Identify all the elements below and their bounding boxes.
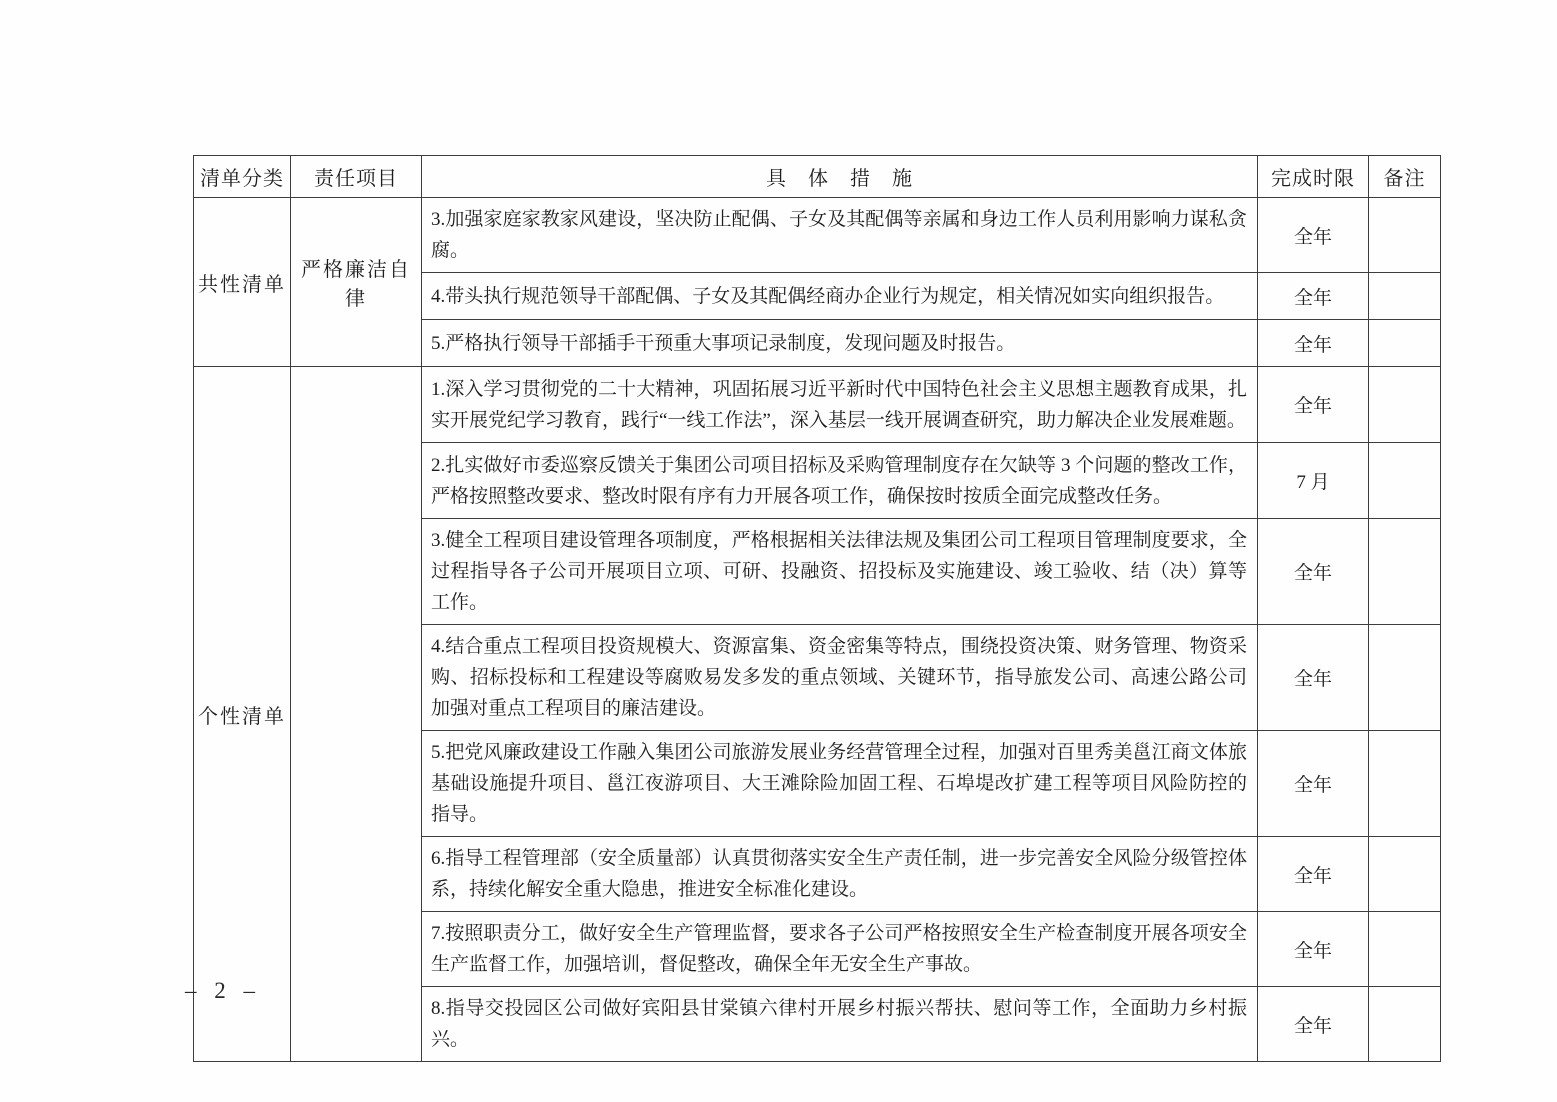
header-deadline: 完成时限	[1258, 156, 1369, 198]
remark-cell	[1369, 837, 1441, 912]
section-project-individual	[291, 367, 422, 1062]
remark-cell	[1369, 198, 1441, 273]
deadline-cell: 全年	[1258, 519, 1369, 625]
remark-cell	[1369, 367, 1441, 443]
measure-cell: 5.严格执行领导干部插手干预重大事项记录制度，发现问题及时报告。	[422, 320, 1258, 367]
measure-cell: 8.指导交投园区公司做好宾阳县甘棠镇六律村开展乡村振兴帮扶、慰问等工作，全面助力乡村振兴。	[422, 987, 1258, 1062]
measure-cell: 5.把党风廉政建设工作融入集团公司旅游发展业务经营管理全过程，加强对百里秀美邕江商文体旅基础设施提升项目、邕江夜游项目、大王滩除险加固工程、石埠堤改扩建工程等项目风险防控的指导。	[422, 731, 1258, 837]
header-remarks: 备注	[1369, 156, 1441, 198]
remark-cell	[1369, 731, 1441, 837]
table-row	[194, 367, 1441, 443]
section-project-common: 严格廉洁自律	[291, 198, 422, 367]
deadline-cell: 全年	[1258, 320, 1369, 367]
deadline-cell: 全年	[1258, 912, 1369, 987]
measure-cell: 4.结合重点工程项目投资规模大、资源富集、资金密集等特点，围绕投资决策、财务管理、物资采购、招标投标和工程建设等腐败易发多发的重点领域、关键环节，指导旅发公司、高速公路公司加强对重点工程项目的廉洁建设。	[422, 625, 1258, 731]
page-number: – 2 –	[185, 978, 261, 1003]
header-measures: 具 体 措 施	[422, 156, 1258, 198]
remark-cell	[1369, 273, 1441, 320]
deadline-cell: 全年	[1258, 367, 1369, 443]
responsibility-list-table	[193, 155, 1441, 1062]
remark-cell	[1369, 443, 1441, 519]
deadline-cell: 全年	[1258, 625, 1369, 731]
remark-cell	[1369, 987, 1441, 1062]
deadline-cell: 全年	[1258, 731, 1369, 837]
deadline-cell: 7 月	[1258, 443, 1369, 519]
table-header-row	[194, 156, 1441, 198]
measure-cell: 1.深入学习贯彻党的二十大精神，巩固拓展习近平新时代中国特色社会主义思想主题教育成果，扎实开展党纪学习教育，践行“一线工作法”，深入基层一线开展调查研究，助力解决企业发展难题。	[422, 367, 1258, 443]
measure-cell: 3.健全工程项目建设管理各项制度，严格根据相关法律法规及集团公司工程项目管理制度要求，全过程指导各子公司开展项目立项、可研、投融资、招投标及实施建设、竣工验收、结（决）算等工作。	[422, 519, 1258, 625]
measure-cell: 7.按照职责分工，做好安全生产管理监督，要求各子公司严格按照安全生产检查制度开展各项安全生产监督工作，加强培训，督促整改，确保全年无安全生产事故。	[422, 912, 1258, 987]
header-category: 清单分类	[194, 156, 291, 198]
header-project: 责任项目	[291, 156, 422, 198]
section-category-common: 共性清单	[194, 198, 291, 367]
deadline-cell: 全年	[1258, 987, 1369, 1062]
remark-cell	[1369, 519, 1441, 625]
remark-cell	[1369, 625, 1441, 731]
remark-cell	[1369, 320, 1441, 367]
remark-cell	[1369, 912, 1441, 987]
measure-cell: 6.指导工程管理部（安全质量部）认真贯彻落实安全生产责任制，进一步完善安全风险分级管控体系，持续化解安全重大隐患，推进安全标准化建设。	[422, 837, 1258, 912]
measure-cell: 3.加强家庭家教家风建设，坚决防止配偶、子女及其配偶等亲属和身边工作人员利用影响力谋私贪腐。	[422, 198, 1258, 273]
table-row	[194, 198, 1441, 273]
measure-cell: 2.扎实做好市委巡察反馈关于集团公司项目招标及采购管理制度存在欠缺等 3 个问题的整改工作，严格按照整改要求、整改时限有序有力开展各项工作，确保按时按质全面完成整改任务。	[422, 443, 1258, 519]
deadline-cell: 全年	[1258, 198, 1369, 273]
deadline-cell: 全年	[1258, 273, 1369, 320]
section-category-individual: 个性清单	[194, 367, 291, 1062]
measure-cell: 4.带头执行规范领导干部配偶、子女及其配偶经商办企业行为规定，相关情况如实向组织报告。	[422, 273, 1258, 320]
deadline-cell: 全年	[1258, 837, 1369, 912]
